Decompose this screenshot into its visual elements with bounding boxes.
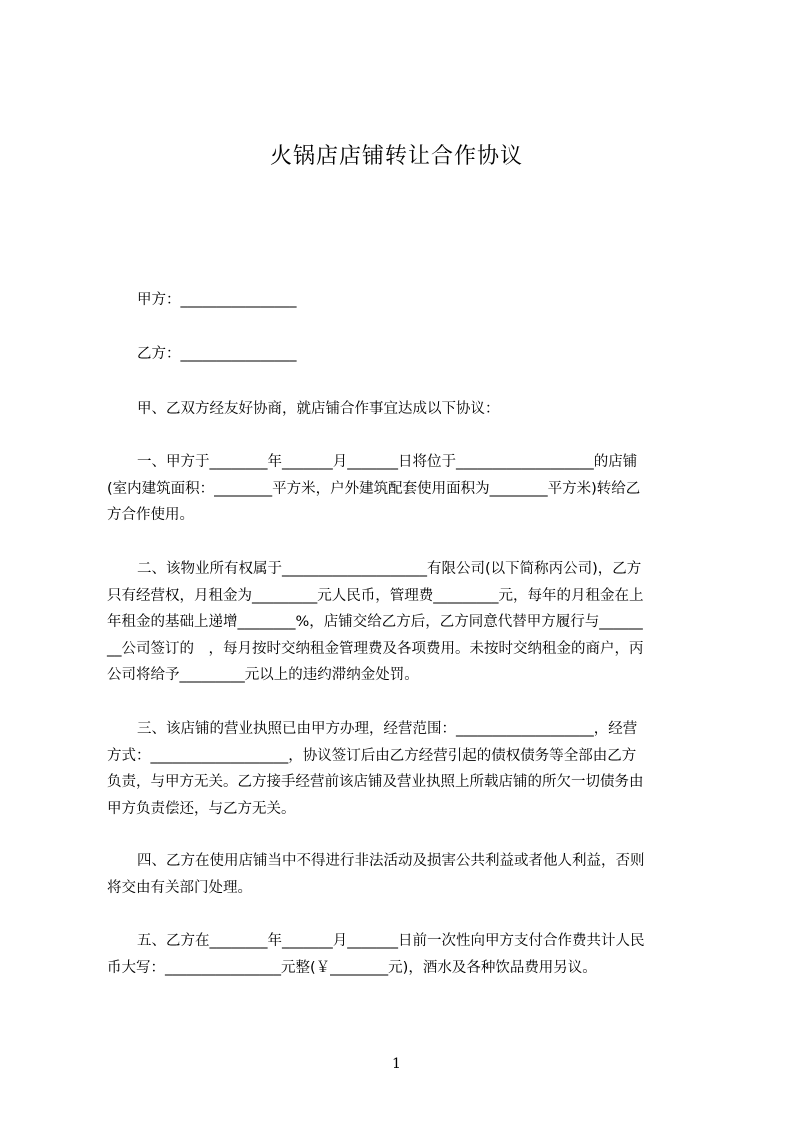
clause-2-line: 公司将给予_________元以上的违约滞纳金处罚。 <box>107 667 419 683</box>
document-title: 火锅店店铺转让合作协议 <box>269 144 523 169</box>
clause-2-line: 只有经营权，月租金为_________元人民币，管理费_________元，每年的月租金在上 <box>107 587 644 604</box>
clause-3-line: 甲方负责偿还，与乙方无关。 <box>107 800 296 817</box>
clause-4-line: 将交由有关部门处理。 <box>107 879 252 896</box>
clause-2-line: 二、该物业所有权属于____________________有限公司(以下简称丙公司)，乙方 <box>137 561 642 577</box>
party-a-text: 甲方：________________ <box>137 292 297 308</box>
clause-3-line: 方式：___________________，协议签订后由乙方经营引起的债权债务等全部由乙方 <box>107 747 637 764</box>
party-a-line <box>107 287 699 314</box>
intro-text: 甲、乙双方经友好协商，就店铺合作事宜达成以下协议： <box>137 401 500 417</box>
clause-1-line: 一、甲方于________年_______月_______日将位于___________________的店铺 <box>137 454 638 470</box>
clause-3-line: 三、该店铺的营业执照已由甲方办理，经营范围：___________________，经营 <box>137 721 638 737</box>
clause-5 <box>107 928 699 981</box>
clause-5-line: 币大写：________________元整(￥________元)，酒水及各种饮品费用另议。 <box>107 959 597 976</box>
clause-3 <box>107 716 699 822</box>
clause-2-line: __公司签订的 ，每月按时交纳租金管理费及各项费用。未按时交纳租金的商户，丙 <box>107 640 644 657</box>
page-number: 1 <box>392 1056 401 1072</box>
clause-2 <box>107 556 699 689</box>
clause-1-line: 方合作使用。 <box>107 507 194 523</box>
clause-2-line: 年租金的基础上递增________%，店铺交给乙方后，乙方同意代替甲方履行与______ <box>107 614 643 630</box>
intro-paragraph <box>107 396 699 423</box>
clause-3-line: 负责，与甲方无关。乙方接手经营前该店铺及营业执照上所载店铺的所欠一切债务由 <box>107 774 644 790</box>
clause-4-line: 四、乙方在使用店铺当中不得进行非法活动及损害公共利益或者他人利益，否则 <box>137 853 645 869</box>
clause-4 <box>107 848 699 901</box>
clause-1 <box>107 449 699 529</box>
clause-5-line: 五、乙方在________年_______月_______日前一次性向甲方支付合作费共计人民 <box>137 933 645 949</box>
party-b-line <box>107 341 699 368</box>
clause-1-line: (室内建筑面积：________平方米，户外建筑配套使用面积为________平方米)转给乙 <box>107 480 641 497</box>
party-b-text: 乙方：________________ <box>137 346 297 362</box>
